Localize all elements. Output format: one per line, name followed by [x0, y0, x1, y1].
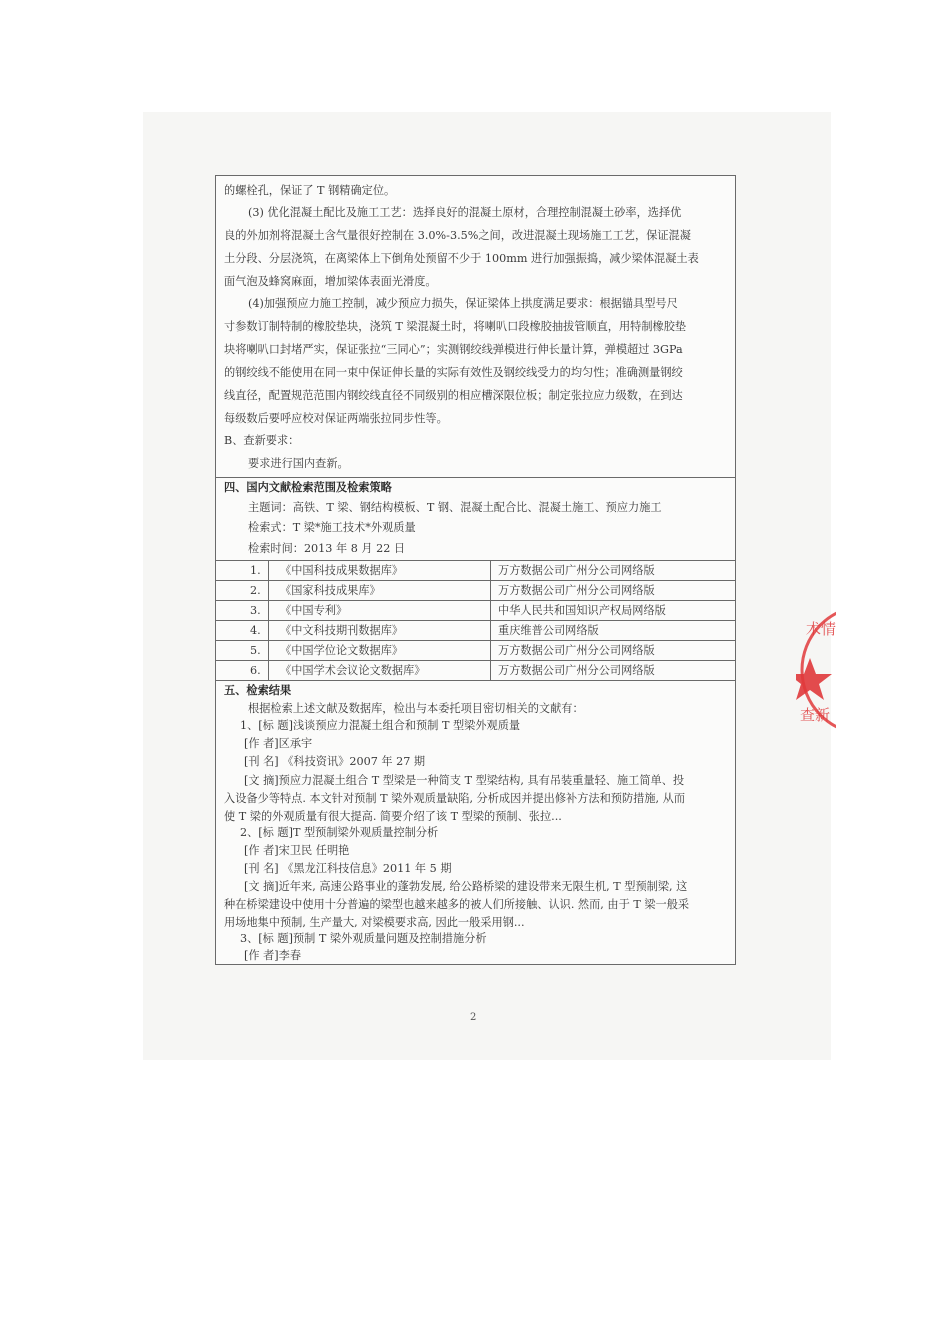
result-title: 3、[标 题]预制 T 梁外观质量问题及控制措施分析 [240, 932, 487, 945]
result-abstract: 用场地集中预制, 生产量大, 对梁模要求高, 因此一般采用钢... [224, 916, 525, 929]
result-title: 1、[标 题]浅谈预应力混凝土组合和预制 T 型梁外观质量 [240, 719, 521, 732]
database-name: 《中国学术会议论文数据库》 [280, 664, 426, 677]
text-line: (3) 优化混凝土配比及施工工艺：选择良好的混凝土原材，合理控制混凝土砂率，选择优 [248, 206, 682, 219]
divider [216, 660, 735, 661]
text-line: 的螺栓孔，保证了 T 钢精确定位。 [224, 184, 396, 197]
result-abstract: 种在桥梁建设中使用十分普遍的梁型也越来越多的被人们所接触、认识. 然而, 由于 T 梁一般采 [224, 898, 690, 911]
database-source: 重庆维普公司网络版 [498, 624, 599, 637]
section4-title: 四、国内文献检索范围及检索策略 [224, 480, 392, 494]
result-author: [作 者]区承宇 [244, 737, 313, 750]
result-author: [作 者]李春 [244, 949, 302, 962]
divider [216, 560, 735, 561]
result-abstract: [文 摘]近年来, 高速公路事业的蓬勃发展, 给公路桥梁的建设带来无限生机, T 型预制梁, 这 [244, 880, 688, 893]
text-line: 寸参数订制特制的橡胶垫块，浇筑 T 梁混凝土时，将喇叭口段橡胶抽拔管顺直，用特制橡胶垫 [224, 320, 687, 333]
result-abstract: 入设备少等特点. 本文针对预制 T 梁外观质量缺陷, 分析成因并提出修补方法和预防措施, 从而 [224, 792, 686, 805]
divider [216, 680, 735, 681]
result-journal: [刊 名] 《科技资讯》2007 年 27 期 [244, 755, 426, 768]
database-name: 《中国专利》 [280, 604, 348, 617]
section5-title: 五、检索结果 [224, 683, 292, 697]
text-line: 块将喇叭口封堵严实，保证张拉“三同心”；实测钢绞线弹模进行伸长量计算，弹模超过 3GPa [224, 343, 683, 356]
database-name: 《中国学位论文数据库》 [280, 644, 404, 657]
database-number: 1. [250, 564, 261, 577]
text-line: 面气泡及蜂窝麻面，增加梁体表面光滑度。 [224, 275, 437, 288]
database-number: 3. [250, 604, 261, 617]
divider [216, 580, 735, 581]
text-line: 线直径，配置规范范围内钢绞线直径不同级别的相应槽深限位板；制定张拉应力级数，在到达 [224, 389, 683, 402]
text-line: B、查新要求： [224, 434, 300, 447]
database-source: 中华人民共和国知识产权局网络版 [498, 604, 666, 617]
database-number: 6. [250, 664, 261, 677]
report-form-table [215, 175, 736, 965]
database-name: 《国家科技成果库》 [280, 584, 381, 597]
text-line: 要求进行国内查新。 [248, 457, 349, 470]
svg-text:术情: 术情 [806, 620, 836, 638]
database-source: 万方数据公司广州分公司网络版 [498, 644, 655, 657]
divider [216, 600, 735, 601]
text-line: 每级数后要呼应校对保证两端张拉同步性等。 [224, 412, 448, 425]
divider [216, 477, 735, 478]
database-number: 5. [250, 644, 261, 657]
result-abstract: [文 摘]预应力混凝土组合 T 型梁是一种简支 T 型梁结构, 具有吊装重量轻、施工简单、投 [244, 774, 685, 787]
seal-icon [796, 600, 836, 740]
result-abstract: 使 T 梁的外观质量有很大提高. 简要介绍了该 T 型梁的预制、张拉... [224, 810, 562, 823]
result-title: 2、[标 题]T 型预制梁外观质量控制分析 [240, 826, 439, 839]
search-query: 检索式：T 梁*施工技术*外观质量 [248, 521, 416, 534]
text-line: 土分段、分层浇筑，在离梁体上下倒角处预留不少于 100mm 进行加强振捣，减少梁体混凝土表 [224, 252, 699, 265]
database-number: 2. [250, 584, 261, 597]
database-source: 万方数据公司广州分公司网络版 [498, 584, 655, 597]
results-intro: 根据检索上述文献及数据库，检出与本委托项目密切相关的文献有： [248, 702, 584, 715]
database-source: 万方数据公司广州分公司网络版 [498, 664, 655, 677]
text-line: 的钢绞线不能使用在同一束中保证伸长量的实际有效性及钢绞线受力的均匀性；准确测量钢绞 [224, 366, 683, 379]
database-name: 《中国科技成果数据库》 [280, 564, 404, 577]
database-number: 4. [250, 624, 261, 637]
database-name: 《中文科技期刊数据库》 [280, 624, 404, 637]
divider [216, 620, 735, 621]
search-date: 检索时间：2013 年 8 月 22 日 [248, 542, 406, 555]
text-line: (4)加强预应力施工控制，减少预应力损失，保证梁体上拱度满足要求：根据锚具型号尺 [248, 297, 678, 310]
text-line: 良的外加剂将混凝土含气量很好控制在 3.0%-3.5%之间，改进混凝土现场施工工艺，保证混凝 [224, 229, 691, 242]
page-number: 2 [470, 1012, 477, 1023]
database-source: 万方数据公司广州分公司网络版 [498, 564, 655, 577]
svg-text:查新: 查新 [800, 706, 831, 724]
result-author: [作 者]宋卫民 任明艳 [244, 844, 350, 857]
search-keywords: 主题词：高铁、T 梁、钢结构模板、T 钢、混凝土配合比、混凝土施工、预应力施工 [248, 501, 662, 514]
result-journal: [刊 名] 《黑龙江科技信息》2011 年 5 期 [244, 862, 452, 875]
red-seal-stamp [796, 600, 836, 740]
divider [216, 640, 735, 641]
